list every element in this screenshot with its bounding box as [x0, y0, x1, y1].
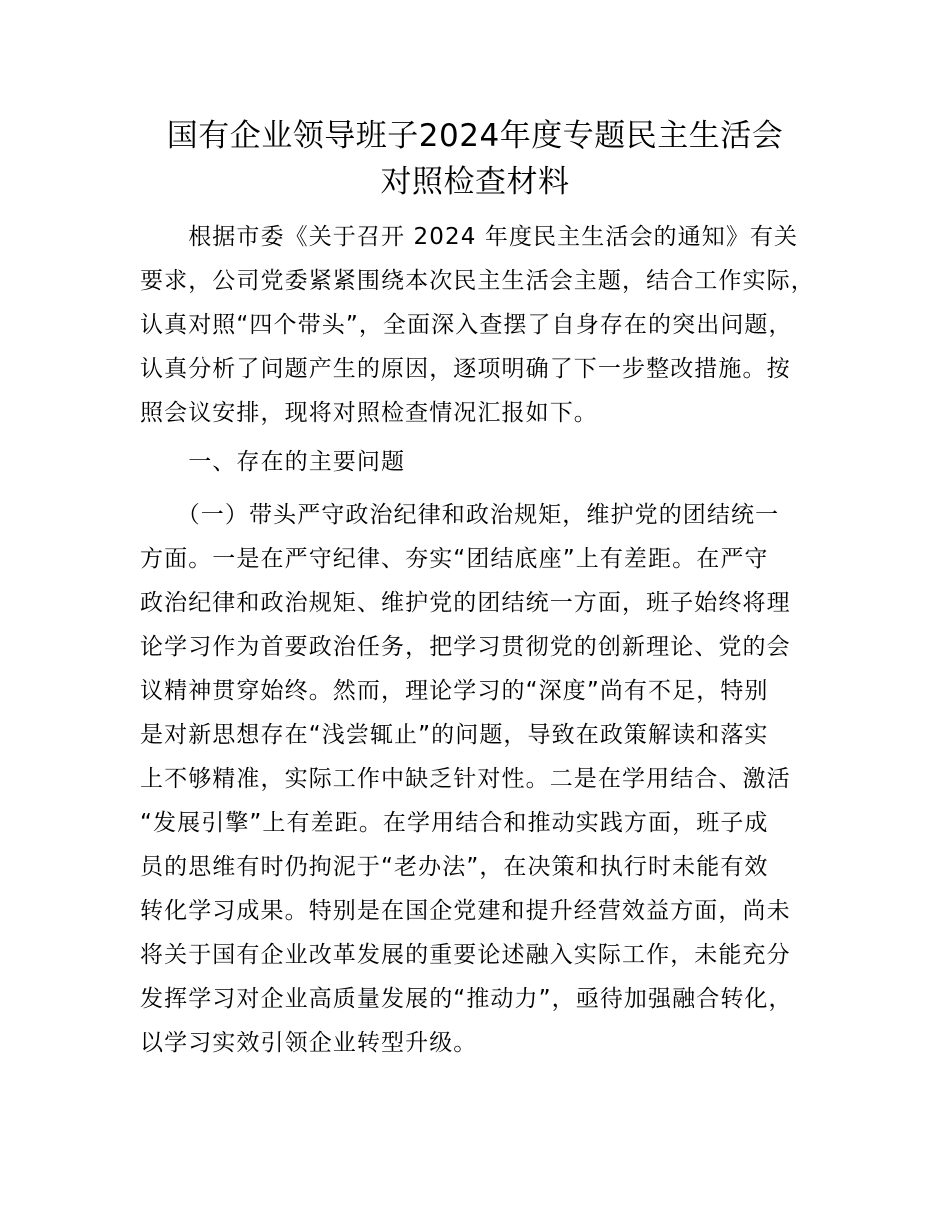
body-line: 转化学习成果。特别是在国企党建和提升经营效益方面，尚未	[140, 898, 791, 924]
body-line: 员的思维有时仍拘泥于“老办法”，在决策和执行时未能有效	[140, 854, 769, 880]
body-line: 将关于国有企业改革发展的重要论述融入实际工作，未能充分	[140, 942, 791, 968]
body-line: 政治纪律和政治规矩、维护党的团结统一方面，班子始终将理	[140, 590, 791, 616]
body-line: 方面。一是在严守纪律、夯实“团结底座”上有差距。在严守	[140, 546, 769, 572]
body-line: 发挥学习对企业高质量发展的“推动力”，亟待加强融合转化，	[140, 986, 793, 1012]
intro-line: 照会议安排，现将对照检查情况汇报如下。	[140, 400, 598, 426]
intro-line: 根据市委《关于召开 2024 年度民主生活会的通知》有关	[140, 224, 799, 250]
document-subtitle: 对照检查材料	[380, 164, 570, 200]
body-line: 上不够精准，实际工作中缺乏针对性。二是在学用结合、激活	[140, 766, 791, 792]
body-line: “发展引擎”上有差距。在学用结合和推动实践方面，班子成	[140, 810, 769, 836]
intro-line: 要求，公司党委紧紧围绕本次民主生活会主题，结合工作实际，	[140, 268, 815, 294]
body-line: 以学习实效引领企业转型升级。	[140, 1030, 478, 1056]
intro-line: 认真分析了问题产生的原因，逐项明确了下一步整改措施。按	[140, 356, 791, 382]
body-line: 议精神贯穿始终。然而，理论学习的“深度”尚有不足，特别	[140, 678, 769, 704]
body-line: （一）带头严守政治纪律和政治规矩，维护党的团结统一	[140, 502, 780, 528]
document-title: 国有企业领导班子2024年度专题民主生活会	[166, 118, 784, 154]
body-line: 论学习作为首要政治任务，把学习贯彻党的创新理论、党的会	[140, 634, 791, 660]
section-heading: 一、存在的主要问题	[140, 449, 406, 475]
intro-line: 认真对照“四个带头”，全面深入查摆了自身存在的突出问题，	[140, 312, 793, 338]
body-line: 是对新思想存在“浅尝辄止”的问题，导致在政策解读和落实	[140, 722, 769, 748]
